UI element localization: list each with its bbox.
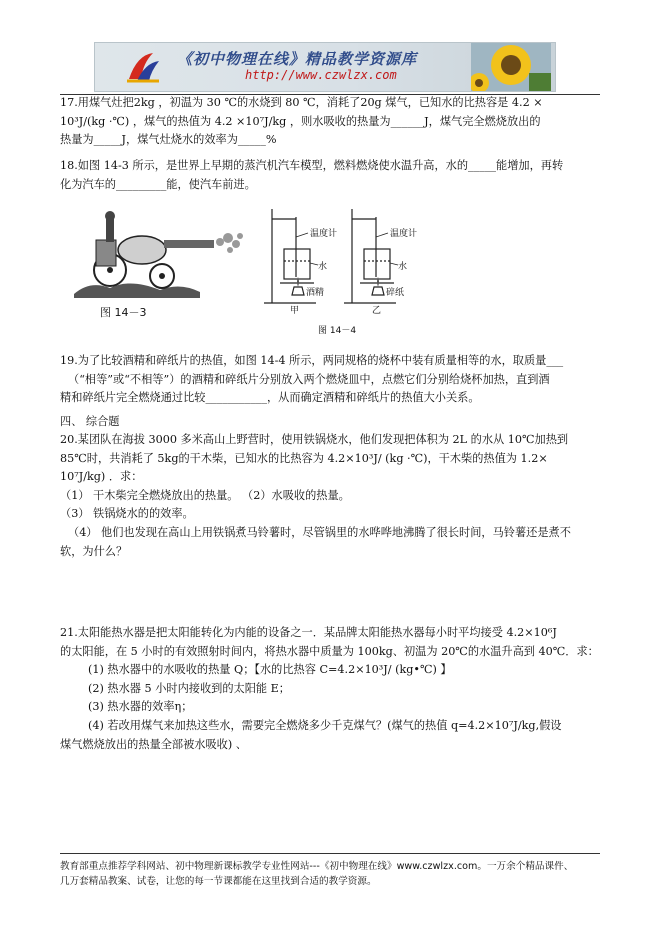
q21-part-3: (3) 热水器的效率η； — [88, 700, 193, 714]
sunflower-icon — [471, 43, 551, 91]
q21-part-2: (2) 热水器 5 小时内接收到的太阳能 E； — [88, 681, 290, 695]
figure-14-4-caption: 图 14－4 — [318, 326, 357, 336]
q21-line-1: 21.太阳能热水器是把太阳能转化为内能的设备之一．某品牌太阳能热水器每小时平均接受 4.2×10⁶J — [60, 626, 557, 639]
question-21 — [60, 624, 612, 754]
question-18 — [60, 157, 612, 194]
q19-line-1: 19.为了比较酒精和碎纸片的热值，如图 14-4 所示，两同规格的烧杯中装有质量相等的水，取质量___ — [60, 354, 564, 367]
q17-line-3: 热量为_____J，煤气灶烧水的效率为_____% — [60, 133, 277, 147]
question-17 — [60, 94, 612, 150]
q17-line-2: 10³J/(kg ·℃) ，煤气的热值为 4.2 ×10⁷J/kg ，则水吸收的热量为______J，煤气完全燃烧放出的 — [60, 114, 541, 128]
q20-line-2: 85℃时，共消耗了 5kg的干木柴，已知水的比热容为 4.2×10³J/ (kg ·℃)，干木柴的热值为 1.2× — [60, 451, 548, 465]
section-4-title: 四、 综合题 — [60, 415, 120, 428]
q21-part-4: (4) 若改用煤气来加热这些水，需要完全燃烧多少千克煤气？(煤气的热值 q=4.2×10⁷J/kg,假设 — [88, 718, 562, 732]
q21-part-4-cont: 煤气燃烧放出的热量全部被水吸收) 、 — [60, 737, 247, 751]
alcohol-label: 酒精 — [306, 288, 325, 298]
footer-divider — [60, 853, 600, 854]
q21-part-1: (1) 热水器中的水吸收的热量 Q；【水的比热容 C=4.2×10³J/ (kg•℃) 】 — [88, 663, 452, 677]
paper-label: 碎纸 — [386, 288, 405, 298]
section-4-heading — [60, 413, 612, 432]
banner-title: 《初中物理在线》精品教学资源库 — [177, 50, 418, 68]
site-logo-icon — [123, 49, 163, 85]
footer-line-1: 教育部重点推荐学科网站、初中物理新课标教学专业性网站---《初中物理在线》www.czwlzx.com。一万余个精品课件、 — [60, 861, 574, 872]
water-label-right: 水 — [398, 262, 408, 272]
q20-part-4: （4） 他们也发现在高山上用铁锅煮马铃薯时，尽管锅里的水哗哗地沸腾了很长时间，马铃薯还是煮不 — [68, 525, 571, 539]
q20-part-3: （3） 铁锅烧水的的效率。 — [60, 507, 194, 521]
figure-14-3-caption: 图 14－3 — [100, 306, 147, 319]
question-19 — [60, 352, 612, 408]
setup-jia-label: 甲 — [290, 306, 300, 316]
setup-yi-label: 乙 — [372, 306, 382, 316]
water-label-left: 水 — [318, 262, 328, 272]
q17-line-1: 17.用煤气灶把2kg ，初温为 30 ℃的水烧到 80 ℃，消耗了20g 煤气，已知水的比热容是 4.2 × — [60, 96, 543, 109]
q20-part-4-cont: 软，为什么？ — [60, 544, 128, 558]
q19-line-2: （“相等”或“不相等”）的酒精和碎纸片分别放入两个燃烧皿中，点燃它们分别给烧杯加热，直到酒 — [68, 372, 550, 386]
q21-line-2: 的太阳能，在 5 小时的有效照射时间内，将热水器中质量为 100kg、初温为 20℃的水温升高到 40℃．求： — [60, 644, 599, 658]
q20-line-3: 10⁷J/kg) ．求： — [60, 470, 143, 484]
q19-line-3: 精和碎纸片完全燃烧通过比较___________，从而确定酒精和碎纸片的热值大小关系。 — [60, 391, 480, 405]
q20-line-1: 20.某团队在海拔 3000 多米高山上野营时，使用铁锅烧水，他们发现把体积为 2L 的水从 10℃加热到 — [60, 433, 569, 446]
q18-line-2: 化为汽车的_________能，使汽车前进。 — [60, 177, 256, 191]
steam-car-figure — [70, 210, 250, 300]
thermometer-label-right: 温度计 — [390, 229, 418, 239]
q18-line-1: 18.如图 14-3 所示，是世界上早期的蒸汽机汽车模型，燃料燃烧使水温升高，水的_____能增加，再转 — [60, 159, 564, 172]
header-banner — [94, 42, 556, 92]
footer — [60, 859, 620, 889]
thermometer-label-left: 温度计 — [310, 229, 338, 239]
banner-url: http://www.czwlzx.com — [245, 68, 397, 82]
footer-line-2: 几万套精品教案、试卷，让您的每一节课都能在这里找到合适的教学资源。 — [60, 876, 377, 887]
q20-part-1-2: （1） 干木柴完全燃烧放出的热量。 （2）水吸收的热量。 — [60, 488, 350, 502]
question-20 — [60, 431, 612, 561]
